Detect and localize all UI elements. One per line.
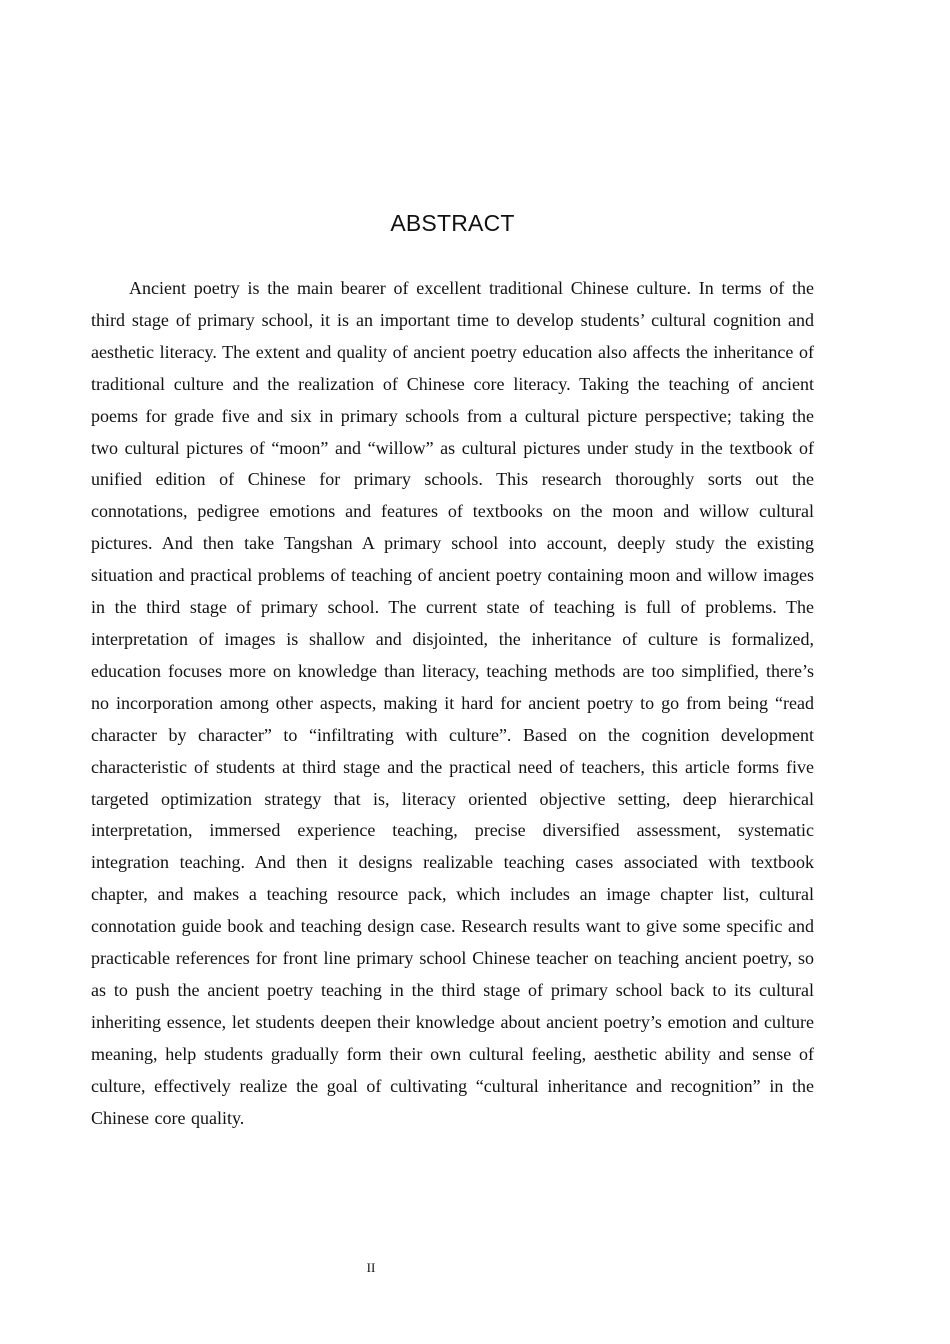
page-number: II bbox=[366, 1260, 376, 1275]
abstract-heading: ABSTRACT bbox=[390, 210, 515, 236]
abstract-paragraph: Ancient poetry is the main bearer of excellent traditional Chinese culture. In terms of the third stage of primary school, it is an important time to develop students’ cultural cognition and aesthetic literacy. The extent and quality of ancient poetry education also affects the inheritance of traditional culture and the realization of Chinese core literacy. Taking the teaching of ancient poems for grade five and six in primary schools from a cultural picture perspective; taking the two cultural pictures of “moon” and “willow” as cultural pictures under study in the textbook of unified edition of Chinese for primary schools. This research thoroughly sorts out the connotations, pedigree emotions and features of textbooks on the moon and willow cultural pictures. And then take Tangshan A primary school into account, deeply study the existing situation and practical problems of teaching of ancient poetry containing moon and willow images in the third stage of primary school. The current state of teaching is full of problems. The interpretation of images is shallow and disjointed, the inheritance of culture is formalized, education focuses more on knowledge than literacy, teaching methods are too simplified, there’s no incorporation among other aspects, making it hard for ancient poetry to go from being “read character by character” to “infiltrating with culture”. Based on the cognition development characteristic of students at third stage and the practical need of teachers, this article forms five targeted optimization strategy that is, literacy oriented objective setting, deep hierarchical interpretation, immersed experience teaching, precise diversified assessment, systematic integration teaching. And then it designs realizable teaching cases associated with textbook chapter, and makes a teaching resource pack, which includes an image chapter list, cultural connotation guide book and teaching design case. Research results want to give some specific and practicable references for front line primary school Chinese teacher on teaching ancient poetry, so as to push the ancient poetry teaching in the third stage of primary school back to its cultural inheriting essence, let students deepen their knowledge about ancient poetry’s emotion and culture meaning, help students gradually form their own cultural feeling, aesthetic ability and sense of culture, effectively realize the goal of cultivating “cultural inheritance and recognition” in the Chinese core quality. bbox=[91, 278, 814, 1128]
